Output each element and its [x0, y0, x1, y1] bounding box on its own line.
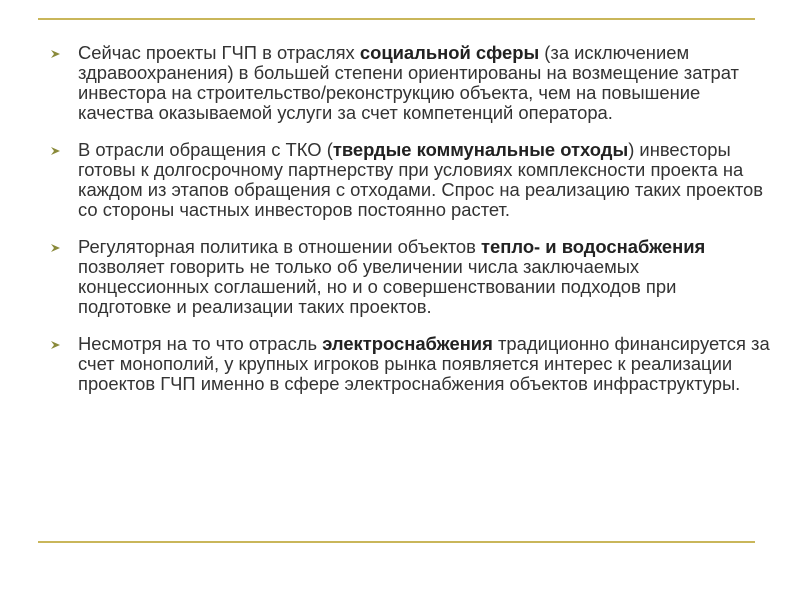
- arrow-bullet-icon: [48, 334, 78, 358]
- top-rule: [38, 18, 755, 20]
- bullet-item: [48, 43, 773, 123]
- bottom-rule: [38, 541, 755, 543]
- bullet-text-4: Несмотря на то что отрасль электроснабжения традиционно финансируется за счет монополий, у крупных игроков рынка появляется интерес к реализации проектов ГЧП именно в сфере электроснабжения объектов инфраструктуры.: [78, 333, 770, 394]
- bullet-item: [48, 237, 773, 317]
- arrow-bullet-icon: [48, 43, 78, 67]
- slide-content: [48, 43, 773, 411]
- arrow-bullet-icon: [48, 237, 78, 261]
- bullet-text-3: Регуляторная политика в отношении объектов тепло- и водоснабжения позволяет говорить не только об увеличении числа заключаемых концессионных соглашений, но и о совершенствовании подходов при подготовке и реализации таких проектов.: [78, 236, 706, 317]
- bullet-text-1: Сейчас проекты ГЧП в отраслях социальной сферы (за исключением здравоохранения) в большей степени ориентированы на возмещение затрат инвестора на строительство/реконструкцию объекта, чем на повышение качества оказываемой услуги за счет компетенций оператора.: [78, 42, 739, 123]
- bullet-text-2: В отрасли обращения с ТКО (твердые коммунальные отходы) инвесторы готовы к долгосрочному партнерству при условиях комплексности проекта на каждом из этапов обращения с отходами. Спрос на реализацию таких проектов со стороны частных инвесторов постоянно растет.: [78, 139, 764, 220]
- bullet-item: [48, 140, 773, 220]
- arrow-bullet-icon: [48, 140, 78, 164]
- bullet-item: [48, 334, 773, 394]
